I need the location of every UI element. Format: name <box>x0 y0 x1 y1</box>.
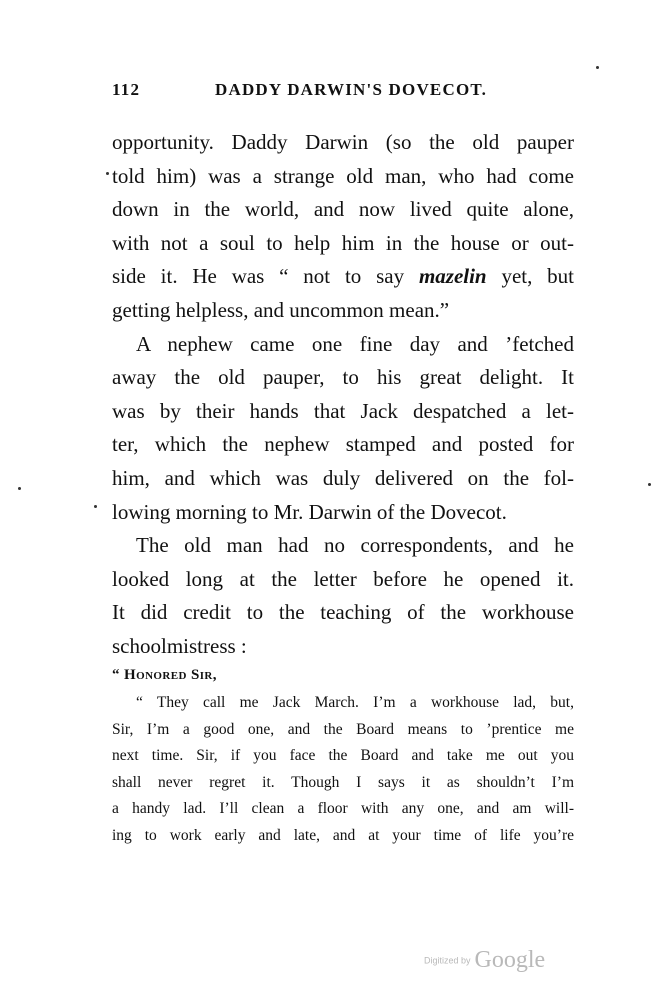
letter-line: “ They call me Jack March. I’m a workhouse lad, but, <box>136 694 574 711</box>
text-fragment: yet, but <box>486 264 574 289</box>
letter-line: shall never regret it. Though I says it as shouldn’t I’m <box>112 773 574 791</box>
text-line: A nephew came one fine day and ’fetched <box>136 331 574 356</box>
google-logo-text: Google <box>474 947 546 973</box>
scan-speck <box>648 483 651 486</box>
text-line: was by their hands that Jack despatched a let- <box>112 398 574 423</box>
text-line: away the old pauper, to his great delight. It <box>112 365 574 390</box>
text-line: with not a soul to help him in the house or out- <box>112 230 574 255</box>
scan-speck <box>106 172 109 175</box>
scan-speck <box>18 487 21 490</box>
scan-speck <box>596 66 599 69</box>
body-text <box>112 126 574 664</box>
text-line: The old man had no correspondents, and he <box>136 533 574 558</box>
text-line-with-italic <box>112 260 574 294</box>
running-head <box>112 80 572 104</box>
quoted-letter <box>112 660 574 850</box>
letter-line: Sir, I’m a good one, and the Board means to ’prentice me <box>112 720 574 738</box>
text-line: told him) was a strange old man, who had come <box>112 163 574 188</box>
page-number: 112 <box>112 80 141 99</box>
text-line: looked long at the letter before he opened it. <box>112 566 574 591</box>
italic-word: mazelin <box>418 264 487 289</box>
letter-line: ing to work early and late, and at your time of life you’re <box>112 826 574 844</box>
text-line: It did credit to the teaching of the workhouse <box>112 600 574 625</box>
running-title: DADDY DARWIN'S DOVECOT. <box>215 80 488 99</box>
letter-line: next time. Sir, if you face the Board and take me out you <box>112 747 574 765</box>
digitization-watermark <box>424 947 545 977</box>
text-line: schoolmistress : <box>112 633 247 658</box>
text-fragment: side it. He was “ not to say <box>112 264 405 289</box>
text-line: ter, which the nephew stamped and posted for <box>112 432 574 457</box>
letter-salutation: “ Honored Sir, <box>112 667 217 683</box>
text-line: him, and which was duly delivered on the fol- <box>112 465 574 490</box>
text-line: getting helpless, and uncommon mean.” <box>112 297 450 322</box>
watermark-prefix: Digitized by <box>424 955 471 966</box>
letter-line: a handy lad. I’ll clean a floor with any one, and am will- <box>112 800 574 818</box>
text-line: opportunity. Daddy Darwin (so the old pauper <box>112 130 574 154</box>
text-line: down in the world, and now lived quite alone, <box>112 197 574 222</box>
text-line: lowing morning to Mr. Darwin of the Dovecot. <box>112 499 507 524</box>
scan-speck <box>94 505 97 508</box>
